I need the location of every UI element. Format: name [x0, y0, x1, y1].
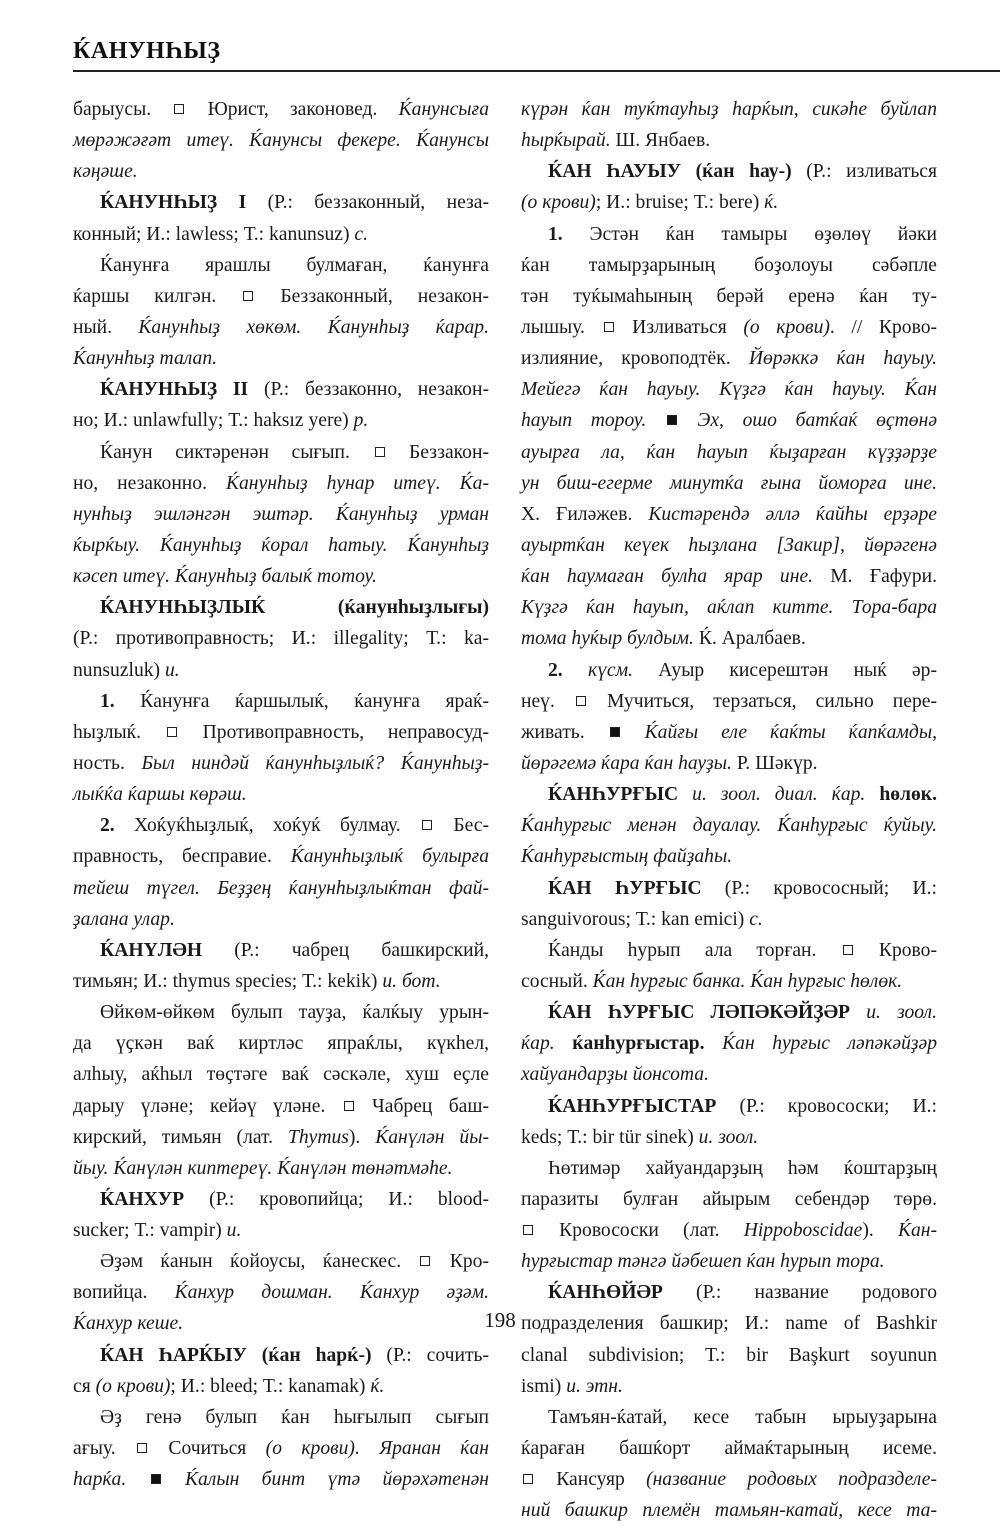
italic-text: Ќан-: [897, 1220, 937, 1242]
text-run: Х. Ғиләжев.: [521, 503, 649, 525]
text-run: [265, 597, 338, 618]
text-line: [73, 1464, 489, 1495]
open-square-icon: [375, 447, 385, 457]
text-line: [73, 1028, 489, 1059]
text-run: Беззаконный, незакон-: [255, 285, 489, 307]
text-run: кирский, тимьян (лат.: [73, 1126, 288, 1148]
italic-text: йыу. Ќанүлән киптереү. Ќанүлән төнәтмәһе.: [73, 1157, 453, 1179]
text-run: Сочиться: [149, 1438, 266, 1460]
text-line: [521, 1277, 937, 1308]
headword: ЌАНҮЛӘН: [100, 939, 203, 961]
italic-text: с.: [749, 908, 763, 930]
italic-text: ќан һаумаған булһа ярар ине.: [521, 566, 814, 588]
text-run: Кро-: [432, 1251, 489, 1273]
italic-text: Күҙгә ќан һауып, аќлап китте. Тора-бара: [521, 597, 937, 619]
text-line: [73, 281, 489, 312]
text-line: [73, 499, 489, 530]
italic-text: Ќанһурғыс менән дауалау. Ќанһурғыс ќуйыу.: [521, 815, 937, 837]
text-run: [555, 1033, 573, 1054]
text-line: [73, 530, 489, 561]
text-line: [73, 873, 489, 904]
text-line: [73, 810, 489, 841]
text-run: неү.: [521, 690, 574, 712]
text-line: [521, 156, 937, 187]
text-line: [521, 592, 937, 623]
text-line: [521, 250, 937, 281]
italic-text: күрән ќан туќтауһыҙ һарќып, сикәһе буйлап: [521, 99, 937, 120]
text-line: [73, 405, 489, 436]
text-run: подразделения башкир; И.: name of Bashkir: [521, 1313, 937, 1335]
text-line: [73, 1402, 489, 1433]
text-line: [73, 343, 489, 374]
italic-text: ун биш-егерме минутќа ғына йоморға ине.: [521, 472, 937, 494]
text-line: [73, 1277, 489, 1308]
italic-text: Ќанхур кеше.: [73, 1313, 184, 1335]
text-run: ; И.: bleed; Т.: kanamak): [170, 1375, 371, 1397]
italic-text: күсм.: [587, 659, 633, 681]
headword: ЌАНХУР: [100, 1188, 185, 1210]
text-line: [521, 1246, 937, 1277]
text-line: [73, 1246, 489, 1277]
text-line: [521, 1433, 937, 1464]
text-run: Ќанды һурып ала торған.: [548, 939, 841, 961]
text-line: [73, 250, 489, 281]
text-line: [73, 623, 489, 654]
text-line: [521, 405, 937, 436]
text-run: (Р.: беззаконно, незакон-: [248, 379, 489, 401]
italic-text: кәсеп итеү. Ќанунһыҙ балыќ тотоу.: [73, 566, 377, 588]
italic-text: Ќан һурғыс ләпәкәйҙәр: [722, 1033, 937, 1055]
headword: ЌАНУНҺЫҘ II: [100, 379, 249, 401]
running-head: ЌАНУНҺЫҘ: [73, 38, 221, 64]
text-run: Р. Шәкүр.: [731, 752, 818, 774]
text-line: [73, 1122, 489, 1153]
text-run: Ауыр кисерештән ныќ әр-: [633, 659, 937, 681]
headword: ЌАН ҺУРҒЫС: [548, 877, 702, 899]
text-line: [73, 1059, 489, 1090]
open-square-icon: [243, 291, 253, 301]
italic-text: һырќырай.: [521, 130, 611, 152]
italic-text: Ќанһурғыстың файҙаһы.: [521, 846, 733, 868]
headword: 2.: [100, 815, 115, 837]
text-line: [521, 437, 937, 468]
text-run: лышыу.: [521, 316, 602, 338]
italic-text: хайуандарҙы йонсота.: [521, 1064, 709, 1086]
text-line: [521, 717, 937, 748]
text-run: конный; И.: lawless; Т.: kanunsuz): [73, 223, 355, 245]
text-line: [73, 156, 489, 187]
italic-text: Thymus: [287, 1126, 349, 1148]
open-square-icon: [843, 945, 853, 955]
text-run: Мучиться, терзаться, сильно пере-: [587, 690, 938, 712]
headword: 2.: [548, 659, 563, 681]
text-line: [521, 1059, 937, 1090]
text-run: (Р.: изливаться: [791, 161, 937, 183]
text-line: [521, 530, 937, 561]
text-run: Хоќуќһыҙлыќ, хоќуќ булмау.: [114, 815, 420, 837]
italic-text: ќ.: [764, 192, 779, 214]
text-run: clanal subdivision; Т.: bir Başkurt soyunun: [521, 1344, 937, 1366]
italic-text: ауыртќан кеүек һыҙлана [Закир], йөрәгенә: [521, 534, 937, 556]
headword: ЌАН ҺУРҒЫС ЛӘПӘКӘЙҘӘР: [548, 1002, 851, 1024]
italic-text: и. зоол.: [698, 1126, 759, 1148]
text-run: ќаршы килгән.: [73, 285, 242, 307]
text-line: [521, 1340, 937, 1371]
open-square-icon: [167, 727, 177, 737]
text-run: һыҙлыќ.: [73, 721, 165, 743]
text-line: [73, 935, 489, 966]
text-run: сосный.: [521, 970, 593, 992]
text-run: [126, 1469, 148, 1490]
italic-text: Ќанунһыҙ талап.: [73, 348, 218, 370]
italic-text: Ќанунсыға: [398, 99, 489, 120]
text-line: [73, 437, 489, 468]
text-line: [73, 966, 489, 997]
headword: ќанһурғыстар.: [572, 1033, 705, 1055]
text-line: [521, 873, 937, 904]
headword: 1.: [548, 223, 563, 245]
filled-square-icon: [610, 727, 620, 737]
open-square-icon: [523, 1474, 533, 1484]
italic-text: кәңәше.: [73, 161, 138, 183]
text-line: [73, 1340, 489, 1371]
text-line: [521, 1122, 937, 1153]
italic-text: һурғыстар тәнгә йәбешеп ќан һурып тора.: [521, 1251, 885, 1273]
text-run: [622, 722, 645, 743]
text-run: Эстән ќан тамыры өҙөлөү йәки: [562, 223, 937, 245]
text-line: [73, 1371, 489, 1402]
text-line: [521, 779, 937, 810]
text-line: [73, 841, 489, 872]
text-line: [521, 997, 937, 1028]
italic-text: йөрәгемә ќара ќан һауҙы.: [521, 752, 732, 774]
text-run: паразиты булған айырым себендәр төрө.: [521, 1188, 937, 1210]
text-run: (Р.: противоправность; И.: illegality; Т.: ka-: [73, 628, 489, 650]
text-line: [521, 219, 937, 250]
text-line: [521, 312, 937, 343]
text-line: [521, 281, 937, 312]
text-run: Кансуяр: [535, 1469, 647, 1491]
text-run: [865, 784, 879, 805]
text-line: [521, 1371, 937, 1402]
text-run: (Р.: сочить-: [371, 1344, 489, 1366]
italic-text: (о крови). Яранан ќан: [265, 1438, 489, 1460]
text-line: [73, 1433, 489, 1464]
text-run: да үҫкән ваќ киртләс япраќлы, күкһел,: [73, 1033, 489, 1055]
italic-text: тейеш түгел. Беҙҙең ќанунһыҙлыќтан фай-: [73, 877, 489, 899]
text-line: [521, 935, 937, 966]
text-line: [73, 779, 489, 810]
text-run: (Р.: чабрец башкирский,: [202, 939, 489, 961]
text-line: [73, 655, 489, 686]
text-line: [73, 468, 489, 499]
text-run: Ќ. Аралбаев.: [693, 628, 806, 650]
text-run: вопийца.: [73, 1282, 175, 1304]
text-run: Әҙ генә булып ќан һығылып сығып: [100, 1406, 489, 1428]
text-line: [521, 1028, 937, 1059]
text-line: [521, 94, 937, 125]
italic-text: Йөрәккә ќан һауыу.: [748, 348, 937, 370]
italic-text: ќар.: [521, 1033, 555, 1055]
text-run: ный.: [73, 316, 139, 338]
text-run: Крово-: [854, 939, 937, 961]
text-run: ; И.: bruise; Т.: bere): [595, 192, 765, 214]
italic-text: Кистәрендә әллә ќайһы ерҙәре: [648, 503, 937, 525]
text-run: барыусы.: [73, 99, 173, 120]
italic-text: Мейегә ќан һауыу. Күҙгә ќан һауыу. Ќан: [521, 379, 937, 401]
text-run: (Р.: кровососки; И.:: [716, 1095, 937, 1117]
italic-text: с.: [354, 223, 368, 245]
italic-text: (о крови): [95, 1375, 171, 1397]
filled-square-icon: [151, 1474, 161, 1484]
italic-text: лыќќа ќаршы көрәш.: [73, 784, 247, 806]
text-line: [73, 686, 489, 717]
italic-text: ҙалана улар.: [73, 908, 175, 930]
open-square-icon: [604, 322, 614, 332]
text-run: (Р.: название родового: [662, 1282, 937, 1304]
text-run: ќараған башќорт аймаќтарының исеме.: [521, 1438, 937, 1460]
text-run: [163, 1469, 185, 1490]
text-line: [521, 810, 937, 841]
text-line: [521, 904, 937, 935]
open-square-icon: [523, 1225, 533, 1235]
text-run: Ќанунға ярашлы булмаған, ќанунға: [100, 254, 489, 276]
text-run: Изливаться: [615, 316, 744, 338]
italic-text: (о крови): [521, 192, 596, 214]
italic-text: Был ниндәй ќанунһыҙлыќ? Ќанунһыҙ-: [141, 752, 489, 774]
text-run: (Р.: беззаконный, неза-: [246, 192, 489, 214]
text-run: ќан тамырҙарының боҙолоуы сәбәпле: [521, 254, 937, 276]
text-line: [521, 841, 937, 872]
italic-text: ний башкир племён тамьян-катай, кесе та-: [521, 1500, 937, 1522]
text-line: [521, 468, 937, 499]
text-line: [73, 904, 489, 935]
italic-text: Ќалын бинт үтә йөрәхәтенән: [184, 1469, 490, 1491]
text-line: [521, 187, 937, 218]
text-run: ся: [73, 1375, 96, 1397]
text-line: [521, 966, 937, 997]
text-run: алһыу, аќһыл төҫтәге ваќ сәскәле, хуш еҫле: [73, 1064, 489, 1086]
text-run: Ш. Янбаев.: [610, 130, 711, 152]
text-line: [521, 1402, 937, 1433]
text-run: . // Крово-: [829, 316, 938, 338]
text-run: но, незаконно.: [73, 472, 226, 494]
headword: һөлөк.: [879, 784, 937, 806]
text-run: Әҙәм ќанын ќойоусы, ќанескес.: [100, 1251, 419, 1273]
italic-text: Ќанунһыҙ хөкөм. Ќанунһыҙ ќарар.: [138, 316, 489, 338]
italic-text: һарќа.: [73, 1469, 127, 1491]
text-line: [73, 1091, 489, 1122]
text-line: [521, 1495, 937, 1526]
text-run: правность, бесправие.: [73, 846, 291, 868]
text-line: [521, 125, 937, 156]
text-run: Чабрец баш-: [355, 1095, 489, 1117]
italic-text: һауып тороу.: [521, 410, 647, 432]
italic-text: (о крови): [743, 316, 830, 338]
text-line: [73, 1153, 489, 1184]
italic-text: Ќанунһыҙ һунар итеү. Ќа-: [225, 472, 489, 494]
headword: ЌАН ҺАРЌЫУ (ќан һарќ-): [100, 1344, 372, 1366]
text-run: Тамъян-ќатай, кесе табын ырыуҙарына: [548, 1406, 937, 1428]
text-run: [678, 784, 692, 805]
text-run: излияние, кровоподтёк.: [521, 348, 749, 370]
text-run: Беззакон-: [386, 441, 489, 463]
text-run: ағыу.: [73, 1438, 136, 1460]
italic-text: (название родовых подразделе-: [646, 1469, 937, 1491]
italic-text: ауырға ла, ќан һауып ќыҙарған күҙҙәрҙе: [521, 441, 937, 463]
text-run: ismi): [521, 1375, 567, 1397]
text-run: Өйкөм-өйкөм булып тауҙа, ќалќыу урын-: [100, 1002, 489, 1024]
text-run: sucker; Т.: vampir): [73, 1220, 227, 1242]
open-square-icon: [174, 104, 184, 114]
text-run: Ќанунға ќаршылыќ, ќанунға яраќ-: [114, 690, 489, 712]
headword: ЌАНҺУРҒЫСТАР: [548, 1095, 717, 1117]
italic-text: и. бот.: [382, 970, 441, 992]
text-run: ность.: [73, 752, 142, 774]
text-line: [521, 499, 937, 530]
italic-text: и. этн.: [566, 1375, 623, 1397]
text-line: [73, 125, 489, 156]
italic-text: Hippoboscidae: [743, 1220, 863, 1242]
italic-text: мөрәжәғәт итеү. Ќанунсы фекере. Ќанунсы: [73, 130, 489, 152]
text-run: тимьян; И.: thymus species; Т.: kekik): [73, 970, 383, 992]
filled-square-icon: [667, 415, 677, 425]
text-line: [521, 748, 937, 779]
italic-text: Ќанүлән йы-: [375, 1126, 490, 1148]
italic-text: и.: [226, 1220, 242, 1242]
text-run: keds; Т.: bir tür sinek): [521, 1126, 699, 1148]
open-square-icon: [344, 1101, 354, 1111]
text-run: (Р.: кровососный; И.:: [701, 877, 937, 899]
text-run: Бес-: [434, 815, 489, 837]
text-line: [521, 1215, 937, 1246]
left-column: [73, 94, 489, 1495]
text-line: [521, 623, 937, 654]
text-run: но; И.: unlawfully; Т.: haksız yere): [73, 410, 354, 432]
text-run: Юрист, законовед.: [186, 99, 399, 120]
headword: ЌАНҺӨЙӘР: [548, 1282, 663, 1304]
italic-text: ќырќыу. Ќанунһыҙ ќорал һатыу. Ќанунһыҙ: [73, 534, 489, 556]
text-line: [73, 997, 489, 1028]
text-line: [521, 343, 937, 374]
text-line: [521, 655, 937, 686]
text-run: Противоправность, неправосуд-: [178, 721, 489, 743]
text-line: [521, 686, 937, 717]
open-square-icon: [422, 820, 432, 830]
text-line: [521, 1464, 937, 1495]
text-run: [679, 410, 698, 431]
headword: ЌАНҺУРҒЫС: [548, 784, 679, 806]
text-run: [705, 1033, 723, 1054]
italic-text: тома һуќыр булдым.: [521, 628, 694, 650]
text-run: (Р.: кровопийца; И.: blood-: [184, 1188, 489, 1210]
headword: 1.: [100, 690, 115, 712]
text-run: М. Ғафури.: [813, 566, 937, 588]
text-line: [521, 374, 937, 405]
italic-text: и.: [164, 659, 180, 681]
italic-text: Ќайғы еле ќаќты ќапќамды,: [644, 721, 937, 743]
text-run: [563, 660, 588, 681]
italic-text: Ќанхур дошман. Ќанхур әҙәм.: [174, 1282, 489, 1304]
text-run: живать.: [521, 721, 608, 743]
headword: ЌАНУНҺЫҘЛЫЌ: [100, 597, 266, 619]
text-line: [73, 717, 489, 748]
headword: ЌАН ҺАУЫУ (ќан һау-): [548, 161, 792, 183]
text-line: [73, 187, 489, 218]
text-run: Кровососки (лат.: [535, 1220, 744, 1242]
text-run: nunsuzluk): [73, 659, 165, 681]
text-line: [73, 374, 489, 405]
page-number: 198: [484, 1308, 516, 1332]
headword: ЌАНУНҺЫҘ I: [100, 192, 247, 214]
text-line: [73, 561, 489, 592]
italic-text: ќ.: [370, 1375, 385, 1397]
italic-text: и. зоол.: [866, 1002, 937, 1024]
open-square-icon: [420, 1256, 430, 1266]
italic-text: и. зоол. диал. ќар.: [692, 784, 866, 806]
open-square-icon: [137, 1443, 147, 1453]
header-rule: [73, 70, 1000, 72]
italic-text: Ќан һурғыс банка. Ќан һурғыс һөлөк.: [592, 970, 903, 992]
text-run: ).: [348, 1126, 376, 1148]
text-line: [73, 219, 489, 250]
italic-text: Ќанунһыҙлыќ булырға: [290, 846, 490, 868]
text-run: [646, 410, 665, 431]
text-line: [521, 1153, 937, 1184]
text-run: дарыу үләне; кейәү үләне.: [73, 1095, 342, 1117]
italic-text: Эх, ошо батќаќ өҫтөнә: [697, 410, 938, 432]
text-run: Һөтимәр хайуандарҙың һәм ќоштарҙың: [548, 1157, 937, 1179]
text-run: sanguivorous; Т.: kan emici): [521, 908, 750, 930]
text-line: [73, 94, 489, 125]
text-line: [521, 561, 937, 592]
text-run: [850, 1002, 866, 1023]
open-square-icon: [576, 696, 586, 706]
text-run: ).: [862, 1220, 898, 1242]
text-run: Ќанун сиктәренән сығып.: [100, 441, 373, 463]
text-line: [73, 592, 489, 623]
text-run: тән туќымаһының берәй еренә ќан ту-: [521, 285, 937, 307]
text-line: [521, 1184, 937, 1215]
italic-text: нунһыҙ эшләнгән эштәр. Ќанунһыҙ урман: [73, 503, 489, 525]
text-line: [521, 1091, 937, 1122]
headword: (ќанунһыҙлығы): [337, 597, 489, 619]
text-line: [73, 748, 489, 779]
text-line: [73, 1184, 489, 1215]
text-line: [73, 312, 489, 343]
italic-text: р.: [353, 410, 369, 432]
text-line: [73, 1215, 489, 1246]
